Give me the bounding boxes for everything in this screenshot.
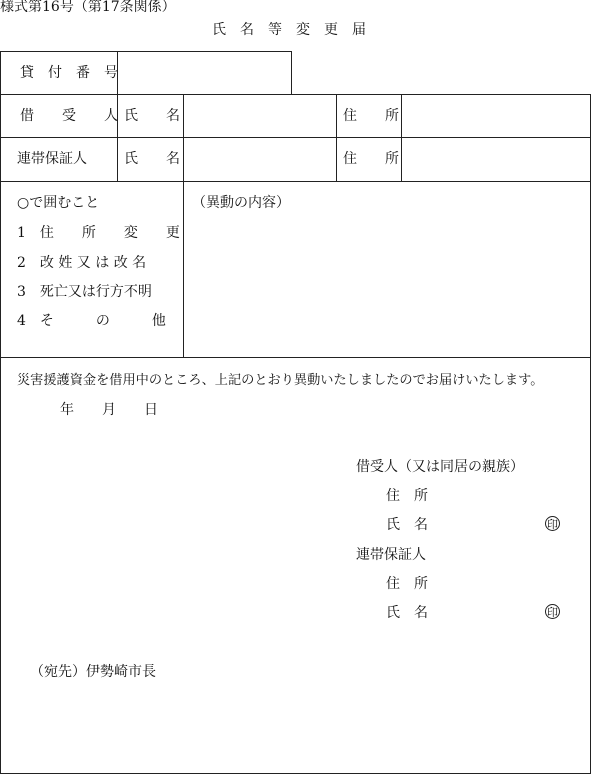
borrower-address-label: 住 所: [343, 108, 399, 124]
guarantor-label: 連帯保証人: [17, 151, 87, 167]
addressee: （宛先）伊勢崎市長: [30, 664, 156, 680]
form-title: 氏 名 等 変 更 届: [212, 22, 366, 38]
borrower-name-field[interactable]: [184, 95, 335, 137]
form-number: 様式第16号（第17条関係）: [0, 0, 176, 15]
borrower-heading: 借受人（又は同居の親族）: [356, 459, 524, 475]
circle-instruction: ○で囲むこと: [17, 195, 100, 211]
borrower-address-field[interactable]: [402, 95, 589, 137]
declaration-statement: 災害援護資金を借用中のところ、上記のとおり異動いたしましたのでお届けいたします。: [17, 373, 544, 388]
change-details-field[interactable]: [184, 215, 589, 355]
declaration-date: 年 月 日: [60, 402, 158, 418]
guarantor-heading: 連帯保証人: [356, 547, 426, 563]
loan-number-label: 貸 付 番 号: [20, 65, 118, 81]
guarantor-address-field[interactable]: [402, 138, 589, 181]
loan-number-field[interactable]: [118, 52, 291, 94]
guarantor-seal-icon: 印: [547, 606, 558, 619]
signer-borrower-name-label: 氏 名: [386, 517, 428, 533]
change-option-name[interactable]: 2 改 姓 又 は 改 名: [17, 255, 147, 271]
change-option-other[interactable]: 4 そ の 他: [17, 313, 166, 329]
guarantor-address-label: 住 所: [343, 151, 399, 167]
guarantor-name-label: 氏 名: [124, 151, 180, 167]
change-option-address[interactable]: 1 住 所 変 更: [17, 225, 180, 241]
borrower-name-label: 氏 名: [124, 108, 180, 124]
change-details-label: （異動の内容）: [192, 195, 290, 211]
signer-guarantor-address-label: 住 所: [386, 576, 428, 592]
signer-borrower-address-label: 住 所: [386, 488, 428, 504]
change-option-death[interactable]: 3 死亡又は行方不明: [17, 284, 152, 300]
borrower-seal-icon: 印: [547, 518, 558, 531]
guarantor-name-field[interactable]: [184, 138, 335, 181]
signer-guarantor-name-label: 氏 名: [386, 605, 428, 621]
borrower-label: 借 受 人: [20, 108, 118, 124]
